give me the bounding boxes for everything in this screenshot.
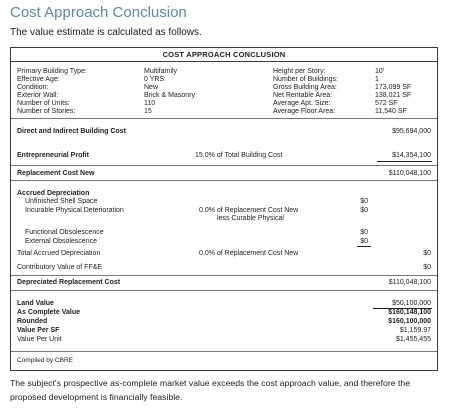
fact-value: Brick & Masonry [144,92,195,99]
fact-label: Number of Units: [17,100,70,107]
physical-value: $0 [360,207,368,214]
fact-label: Number of Stories: [17,108,76,115]
subtotal-underline [357,246,371,247]
divider [11,165,437,166]
fact-label: Primary Building Type: [17,68,87,75]
compiled-by: Compiled by CBRE [17,357,73,364]
functional-value: $0 [360,229,368,236]
ffe-label: Contributory Value of FF&E [17,264,103,271]
external-label: External Obsolescence [25,238,97,245]
fact-value: 10' [375,68,385,75]
entrepreneurial-value: $14,354,100 [392,152,431,159]
functional-label: Functional Obsolescence [25,229,104,236]
divider [11,180,437,181]
total-accrued-label: Total Accrued Depreciation [17,250,101,257]
divider [11,290,437,291]
subtotal-underline [377,161,432,162]
fact-label: Gross Building Area: [273,84,337,91]
fact-label: Average Apt. Size: [273,100,331,107]
total-accrued-value: $0 [423,250,431,257]
depreciated-label: Depreciated Replacement Cost [17,279,121,286]
land-label: Land Value [17,300,54,307]
fact-value: Multifamily [144,68,178,75]
entrepreneurial-label: Entrepreneurial Profit [17,152,89,159]
conclusion-text: The subject's prospective as-complete market value exceeds the cost approach value, and therefore the proposed development is financially feasible. [10,378,411,402]
physical-note: 0.0% of Replacement Cost New [199,207,299,214]
rounded-label: Rounded [17,318,48,325]
shell-label: Unfinished Shell Space [25,198,98,205]
depreciated-value: $110,048,100 [388,279,431,286]
fact-label: Effective Age: [17,76,60,83]
divider [11,275,437,276]
fact-value: 572 SF [375,100,398,107]
complete-label: As Complete Value [17,309,81,316]
divider [11,351,437,352]
fact-value: 173,099 SF [375,84,412,91]
entrepreneurial-note: 15.0% of Total Building Cost [195,152,283,159]
direct-indirect-label: Direct and Indirect Building Cost [17,128,126,135]
physical-label: Incurable Physical Deterioration [25,207,124,214]
cost-approach-table [10,47,438,371]
page-heading: Cost Approach Conclusion [10,4,187,21]
fact-value: 0 YRS [144,76,165,83]
fact-label: Number of Buildings: [273,76,338,83]
fact-label: Exterior Wall: [17,92,59,99]
per-sf-label: Value Per SF [17,327,60,334]
external-value: $0 [360,238,368,245]
table-title: COST APPROACH CONCLUSION [11,48,437,62]
total-accrued-note: 0.0% of Replacement Cost New [199,250,299,257]
fact-value: New [144,84,159,91]
fact-value: 138,021 SF [375,92,412,99]
shell-value: $0 [360,198,368,205]
ffe-value: $0 [423,264,431,271]
divider [11,118,437,119]
per-sf-value: $1,159.97 [399,327,431,334]
replacement-label: Replacement Cost New [17,170,95,177]
rounded-value: $160,100,000 [388,318,431,325]
accrued-title: Accrued Depreciation [17,190,90,197]
fact-value: 1 [375,76,379,83]
physical-note-2: less Curable Physical [217,215,284,222]
fact-label: Condition: [17,84,49,91]
direct-indirect-value: $95,694,000 [392,128,431,135]
fact-label: Net Rentable Area: [273,92,333,99]
replacement-value: $110,048,100 [388,170,431,177]
per-unit-value: $1,455,455 [395,336,431,343]
intro-text: The value estimate is calculated as follows. [10,27,202,38]
complete-value: $160,148,100 [388,309,431,316]
land-value: $50,100,000 [392,300,431,307]
fact-label: Average Floor Area: [273,108,336,115]
fact-value: 15 [144,108,152,115]
fact-label: Height per Story: [273,68,326,75]
fact-value: 110 [144,100,156,107]
per-unit-label: Value Per Unit [17,336,62,343]
fact-value: 11,540 SF [375,108,407,115]
